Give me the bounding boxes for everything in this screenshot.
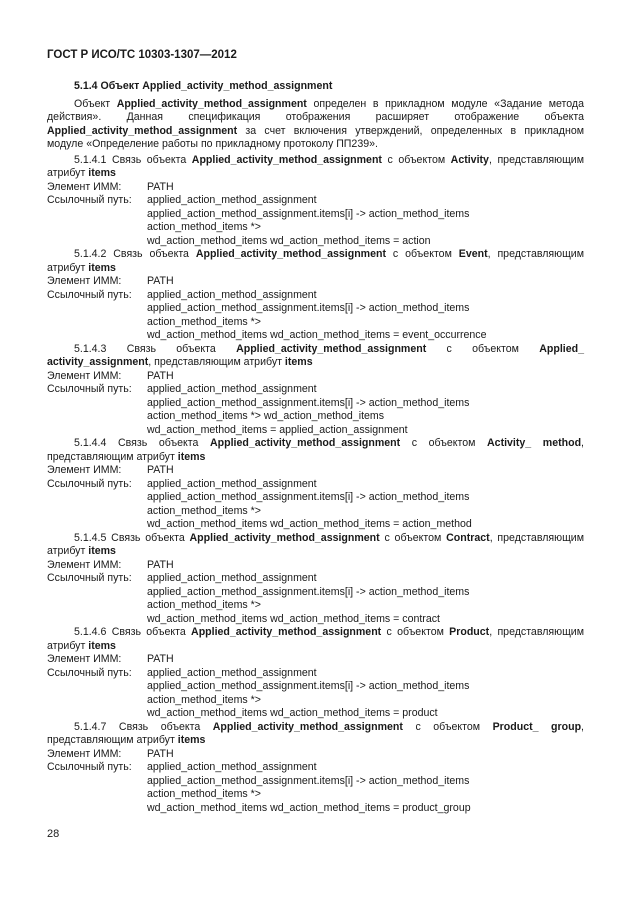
section-attribute: items <box>177 450 206 463</box>
ref-path-line: wd_action_method_items wd_action_method_items = product <box>147 707 438 719</box>
section-tail: , представляющим атрибут <box>47 531 584 557</box>
section-target: Contract <box>446 531 490 544</box>
document-header: ГОСТ Р ИСО/ТС 10303-1307—2012 <box>47 49 237 61</box>
ref-path-line: wd_action_method_items = applied_action_assignment <box>147 423 408 436</box>
section-attribute: items <box>88 167 116 179</box>
section-number: 5.1.4.4 Связь объекта <box>74 437 210 449</box>
page-number: 28 <box>47 828 60 840</box>
ref-path-line: applied_action_method_assignment.items[i] -> action_method_items <box>147 491 470 503</box>
mapping-section <box>47 721 584 816</box>
element-value: PATH <box>147 747 174 760</box>
ref-path-line: wd_action_method_items wd_action_method_items = event_occurrence <box>147 329 487 341</box>
element-row <box>47 275 584 289</box>
element-row <box>47 370 584 384</box>
section-number: 5.1.4.7 Связь объекта <box>74 720 213 733</box>
section-title <box>47 626 584 653</box>
mapping-section <box>47 248 584 343</box>
section-connector: с объектом <box>381 626 450 638</box>
section-number: 5.1.4.5 Связь объекта <box>74 531 190 544</box>
ref-path-row <box>47 572 584 586</box>
intro-text-1: Объект <box>74 97 117 110</box>
section-number: 5.1.4.1 Связь объекта <box>74 153 192 166</box>
element-row <box>47 748 584 762</box>
mapping-sections <box>47 154 584 816</box>
ref-path-line: applied_action_method_assignment.items[i] -> action_method_items <box>147 585 470 598</box>
section-entity: Applied_activity_method_assignment <box>236 342 427 355</box>
ref-path-line: applied_action_method_assignment.items[i] -> action_method_items <box>147 207 470 220</box>
section-number: 5.1.4.6 Связь объекта <box>74 626 192 638</box>
element-value: PATH <box>147 275 174 287</box>
element-row <box>47 559 584 573</box>
section-attribute: items <box>284 356 313 368</box>
section-target: Product_ group <box>492 720 582 733</box>
ref-path-label: Ссылочный путь: <box>47 477 132 490</box>
mapping-section <box>47 626 584 721</box>
intro-entity-2: Applied_activity_method_assignment <box>47 124 238 137</box>
element-row <box>47 181 584 195</box>
section-title <box>47 343 584 370</box>
section-title <box>47 248 584 275</box>
ref-path-line: applied_action_method_assignment <box>147 572 317 584</box>
element-label: Элемент ИММ: <box>47 558 122 571</box>
element-label: Элемент ИММ: <box>47 464 122 476</box>
ref-path-row <box>47 289 584 303</box>
ref-path-label: Ссылочный путь: <box>47 666 132 679</box>
ref-path-line: applied_action_method_assignment.items[i] -> action_method_items <box>147 774 470 787</box>
ref-path-label: Ссылочный путь: <box>47 761 132 773</box>
section-entity: Applied_activity_method_assignment <box>212 720 403 733</box>
element-value: PATH <box>147 653 174 665</box>
section-connector: с объектом <box>379 531 447 544</box>
ref-path-label: Ссылочный путь: <box>47 288 132 301</box>
section-target: Applied_ activity_assignment <box>47 342 584 368</box>
ref-path-row <box>47 194 584 208</box>
element-value: PATH <box>147 558 174 571</box>
section-title <box>47 532 584 559</box>
section-attribute: items <box>88 261 116 274</box>
mapping-section <box>47 343 584 438</box>
ref-path-line: action_method_items *> <box>147 504 261 517</box>
section-attribute: items <box>177 734 206 746</box>
section-entity: Applied_activity_method_assignment <box>191 153 382 166</box>
ref-path-line: wd_action_method_items wd_action_method_items = product_group <box>147 801 471 814</box>
ref-path-line: applied_action_method_assignment <box>147 477 317 490</box>
intro-entity-1: Applied_activity_method_assignment <box>116 97 307 110</box>
intro-paragraph <box>47 98 584 152</box>
section-connector: с объектом <box>381 153 451 166</box>
ref-path-line: applied_action_method_assignment <box>147 761 317 773</box>
mapping-section <box>47 437 584 532</box>
section-connector: с объектом <box>400 437 488 449</box>
ref-path-line: applied_action_method_assignment.items[i] -> action_method_items <box>147 396 470 409</box>
section-tail: , представляющим атрибут <box>47 248 584 274</box>
element-label: Элемент ИММ: <box>47 653 122 665</box>
element-label: Элемент ИММ: <box>47 369 122 382</box>
ref-path-row <box>47 761 584 775</box>
ref-path-label: Ссылочный путь: <box>47 383 132 395</box>
ref-path-label: Ссылочный путь: <box>47 194 132 206</box>
intro-text-3: за счет включения утверждений, определенных в прикладном модуле «Определение работы по прикладному протоколу ПП239». <box>47 124 584 150</box>
section-target: Product <box>449 626 490 638</box>
section-title <box>47 437 584 464</box>
intro-text-2: определен в прикладном модуле «Задание метода действия». Данная спецификация отображения расширяет отображение объекта <box>47 97 584 123</box>
page-content <box>47 80 584 815</box>
section-entity: Applied_activity_method_assignment <box>189 531 380 544</box>
ref-path-line: action_method_items *> <box>147 599 261 611</box>
section-entity: Applied_activity_method_assignment <box>195 248 386 260</box>
section-target: Activity <box>450 153 489 166</box>
section-number: 5.1.4.3 Связь объекта <box>74 342 237 355</box>
element-label: Элемент ИММ: <box>47 747 122 760</box>
section-attribute: items <box>88 639 116 652</box>
section-tail: , представляющим атрибут <box>148 356 285 368</box>
ref-path-line: applied_action_method_assignment.items[i] -> action_method_items <box>147 302 470 314</box>
section-attribute: items <box>88 545 116 557</box>
section-target: Event <box>458 248 488 260</box>
element-value: PATH <box>147 180 174 193</box>
section-connector: с объектом <box>386 248 459 260</box>
ref-path-line: action_method_items *> <box>147 221 261 233</box>
ref-path-row <box>47 383 584 397</box>
section-entity: Applied_activity_method_assignment <box>191 626 382 638</box>
ref-path-line: wd_action_method_items wd_action_method_items = action_method <box>147 518 472 530</box>
ref-path-line: action_method_items *> <box>147 693 261 706</box>
section-connector: с объектом <box>402 720 493 733</box>
ref-path-line: applied_action_method_assignment <box>147 194 317 206</box>
element-row <box>47 653 584 667</box>
ref-path-row <box>47 478 584 492</box>
section-tail: , представляющим атрибут <box>47 626 584 652</box>
mapping-section <box>47 154 584 249</box>
ref-path-line: wd_action_method_items wd_action_method_items = action <box>147 234 431 247</box>
mapping-section <box>47 532 584 627</box>
ref-path-line: applied_action_method_assignment.items[i] -> action_method_items <box>147 680 470 692</box>
ref-path-line: applied_action_method_assignment <box>147 666 317 679</box>
ref-path-line: wd_action_method_items wd_action_method_items = contract <box>147 612 440 625</box>
element-label: Элемент ИММ: <box>47 275 122 287</box>
ref-path-line: action_method_items *> wd_action_method_items <box>147 410 385 422</box>
clause-heading: 5.1.4 Объект Applied_activity_method_assignment <box>74 80 333 92</box>
section-entity: Applied_activity_method_assignment <box>209 437 401 449</box>
section-tail: , представляющим атрибут <box>47 720 584 746</box>
section-title <box>47 721 584 748</box>
section-tail: , представляющим атрибут <box>47 153 584 179</box>
element-row <box>47 464 584 478</box>
section-tail: , представляющим атрибут <box>47 437 584 463</box>
section-target: Activity_ method <box>487 437 582 449</box>
ref-path-line: action_method_items *> <box>147 788 261 800</box>
element-value: PATH <box>147 369 174 382</box>
ref-path-label: Ссылочный путь: <box>47 572 132 584</box>
element-value: PATH <box>147 464 174 476</box>
element-label: Элемент ИММ: <box>47 180 122 193</box>
section-title <box>47 154 584 181</box>
ref-path-line: action_method_items *> <box>147 315 261 328</box>
ref-path-line: applied_action_method_assignment <box>147 383 317 395</box>
ref-path-row <box>47 667 584 681</box>
ref-path-line: applied_action_method_assignment <box>147 288 317 301</box>
section-number: 5.1.4.2 Связь объекта <box>74 248 196 260</box>
section-connector: с объектом <box>426 342 540 355</box>
